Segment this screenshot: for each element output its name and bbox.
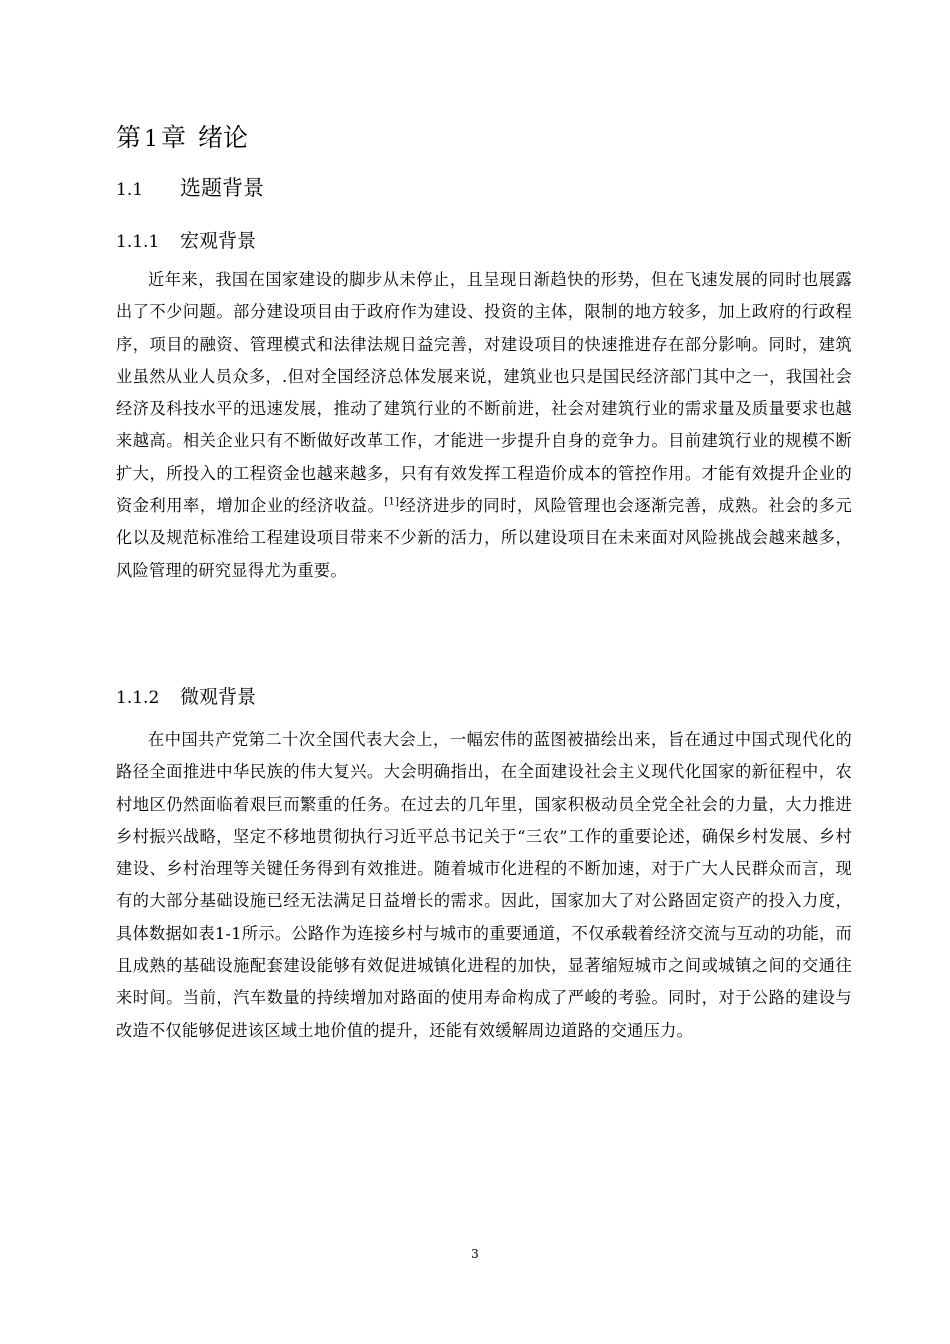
chapter-word: 章 [161, 123, 187, 152]
paragraph-text-continued: 经济进步的同时，风险管理也会逐渐完善，成熟。社会的多元化以及规范标准给工程建设项目带来不少新的活力，所以建设项目在未来面对风险挑战会越来越多，风险管理的研究显得尤为重要。 [116, 496, 852, 580]
paragraph-micro-background [116, 724, 852, 1047]
chapter-title [116, 118, 248, 160]
section-title: 选题背景 [180, 176, 264, 200]
paragraph-macro-background [116, 264, 852, 587]
subsection-heading-micro [116, 681, 256, 714]
chapter-title-text: 绪论 [198, 123, 249, 152]
subsection-title: 微观背景 [180, 686, 257, 708]
subsection-number: 1.1.2 [116, 688, 160, 708]
paragraph-text: 近年来，我国在国家建设的脚步从未停止，且呈现日渐趋快的形势，但在飞速发展的同时也展露出了不少问题。部分建设项目由于政府作为建设、投资的主体，限制的地方较多，加上政府的行政程序，项目的融资、管理模式和法律法规日益完善，对建设项目的快速推进存在部分影响。同时，建筑业虽然从业人员众多，.但对全国经济总体发展来说，建筑业也只是国民经济部门其中之一，我国社会经济及科技水平的迅速发展，推动了建筑行业的不断前进，社会对建筑行业的需求量及质量要求也越来越高。相关企业只有不断做好改革工作，才能进一步提升自身的竞争力。目前建筑行业的规模不断扩大，所投入的工程资金也越来越多，只有有效发挥工程造价成本的管控作用。才能有效提升企业的资金利用率，增加企业的经济收益。 [116, 270, 852, 516]
chapter-prefix: 第 [116, 123, 142, 152]
subsection-title: 宏观背景 [180, 230, 257, 252]
citation-reference[interactable]: [1] [384, 496, 400, 508]
subsection-heading-macro [116, 225, 256, 258]
subsection-number: 1.1.1 [116, 232, 160, 252]
page-number: 3 [471, 1247, 479, 1261]
section-heading [116, 170, 264, 208]
paragraph-text: 在中国共产党第二十次全国代表大会上，一幅宏伟的蓝图被描绘出来，旨在通过中国式现代化的路径全面推进中华民族的伟大复兴。大会明确指出，在全面建设社会主义现代化国家的新征程中，农村地区仍然面临着艰巨而繁重的任务。在过去的几年里，国家积极动员全党全社会的力量，大力推进乡村振兴战略，坚定不移地贯彻执行习近平总书记关于“三农”工作的重要论述，确保乡村发展、乡村建设、乡村治理等关键任务得到有效推进。随着城市化进程的不断加速，对于广大人民群众而言，现有的大部分基础设施已经无法满足日益增长的需求。因此，国家加大了对公路固定资产的投入力度，具体数据如表1-1所示。公路作为连接乡村与城市的重要通道，不仅承载着经济交流与互动的功能，而且成熟的基础设施配套建设能够有效促进城镇化进程的加快，显著缩短城市之间或城镇之间的交通往来时间。当前，汽车数量的持续增加对路面的使用寿命构成了严峻的考验。同时，对于公路的建设与改造不仅能够促进该区域土地价值的提升，还能有效缓解周边道路的交通压力。 [116, 730, 852, 1040]
section-number: 1.1 [116, 180, 144, 200]
chapter-number: 1 [144, 127, 159, 152]
